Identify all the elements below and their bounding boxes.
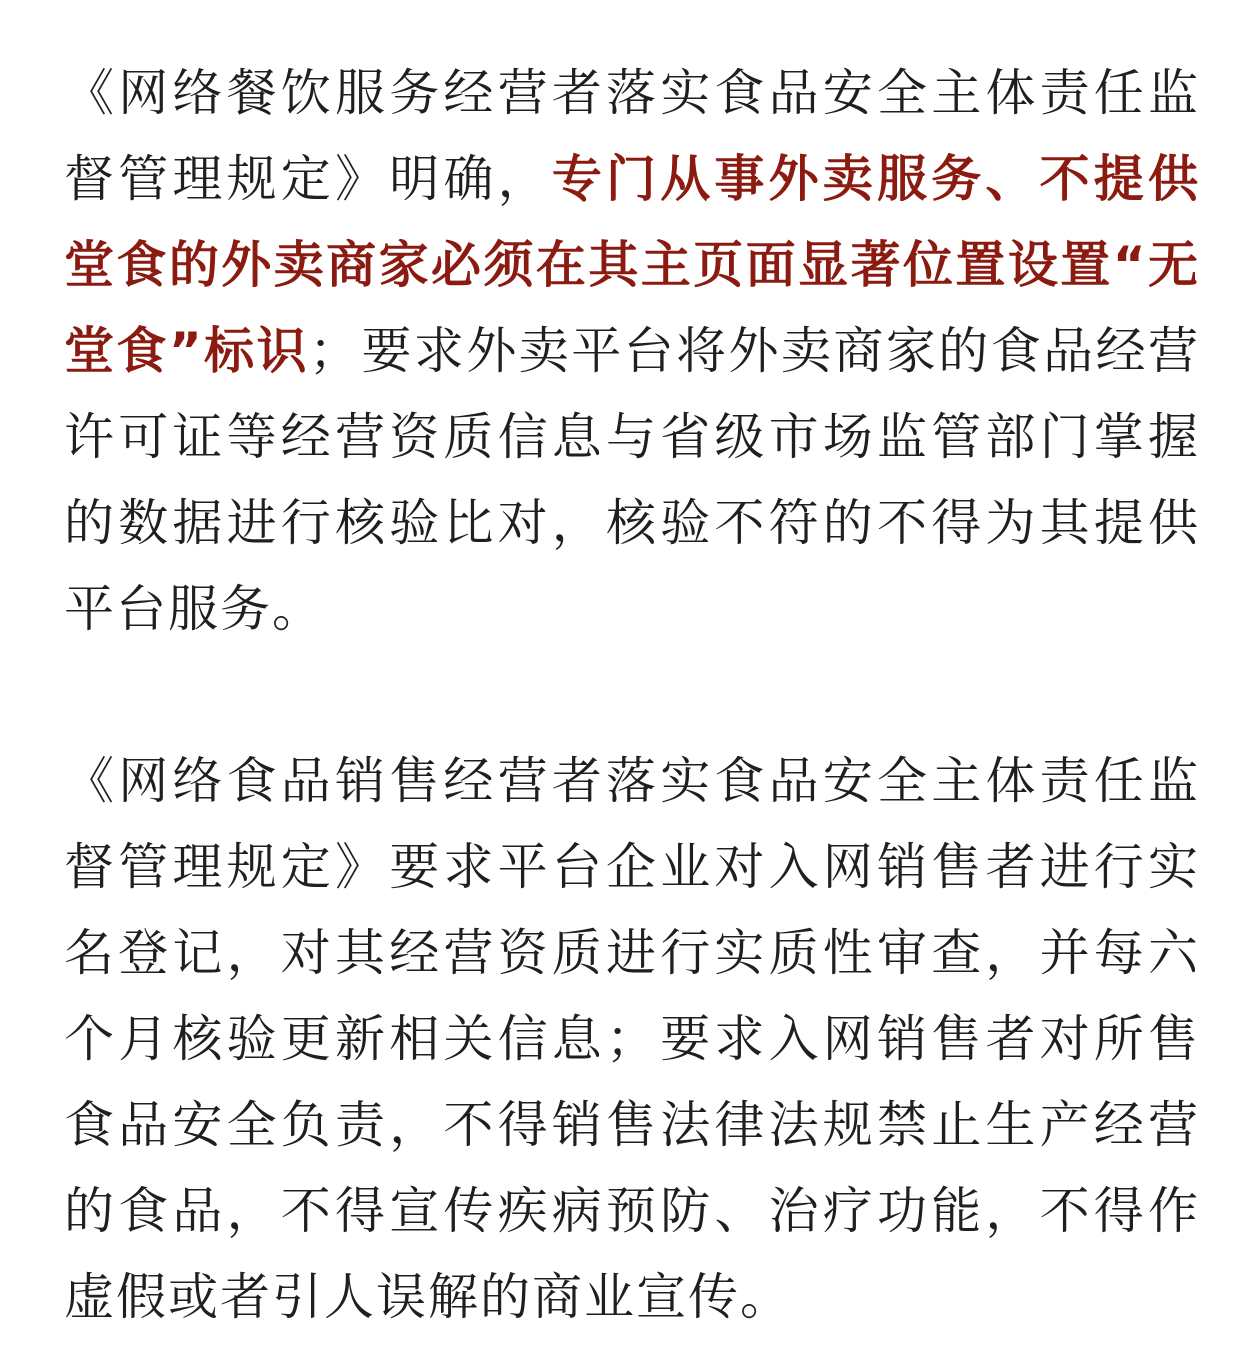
paragraph-2-text: 《网络食品销售经营者落实食品安全主体责任监督管理规定》要求平台企业对入网销售者进行实名登记，对其经营资质进行实质性审查，并每六个月核验更新相关信息；要求入网销售者对所售食品安全负责，不得销售法律法规禁止生产经营的食品，不得宣传疾病预防、治疗功能，不得作虚假或者引人误解的商业宣传。 [64,752,1200,1326]
paragraph-online-food-sales-rules [64,738,1200,1340]
paragraph-1-intro: 《网络餐饮服务经营者落实食品安全主体责任监督管理规定》明确， [64,64,1200,208]
paragraph-food-delivery-rules [64,50,1200,652]
paragraph-1-highlight: 专门从事外卖服务、不提供堂食的外卖商家必须在其主页面显著位置设置“无堂食”标识 [64,150,1201,380]
article-body [64,50,1200,1340]
paragraph-1-rest: ；要求外卖平台将外卖商家的食品经营许可证等经营资质信息与省级市场监管部门掌握的数据进行核验比对，核验不符的不得为其提供平台服务。 [64,322,1200,638]
